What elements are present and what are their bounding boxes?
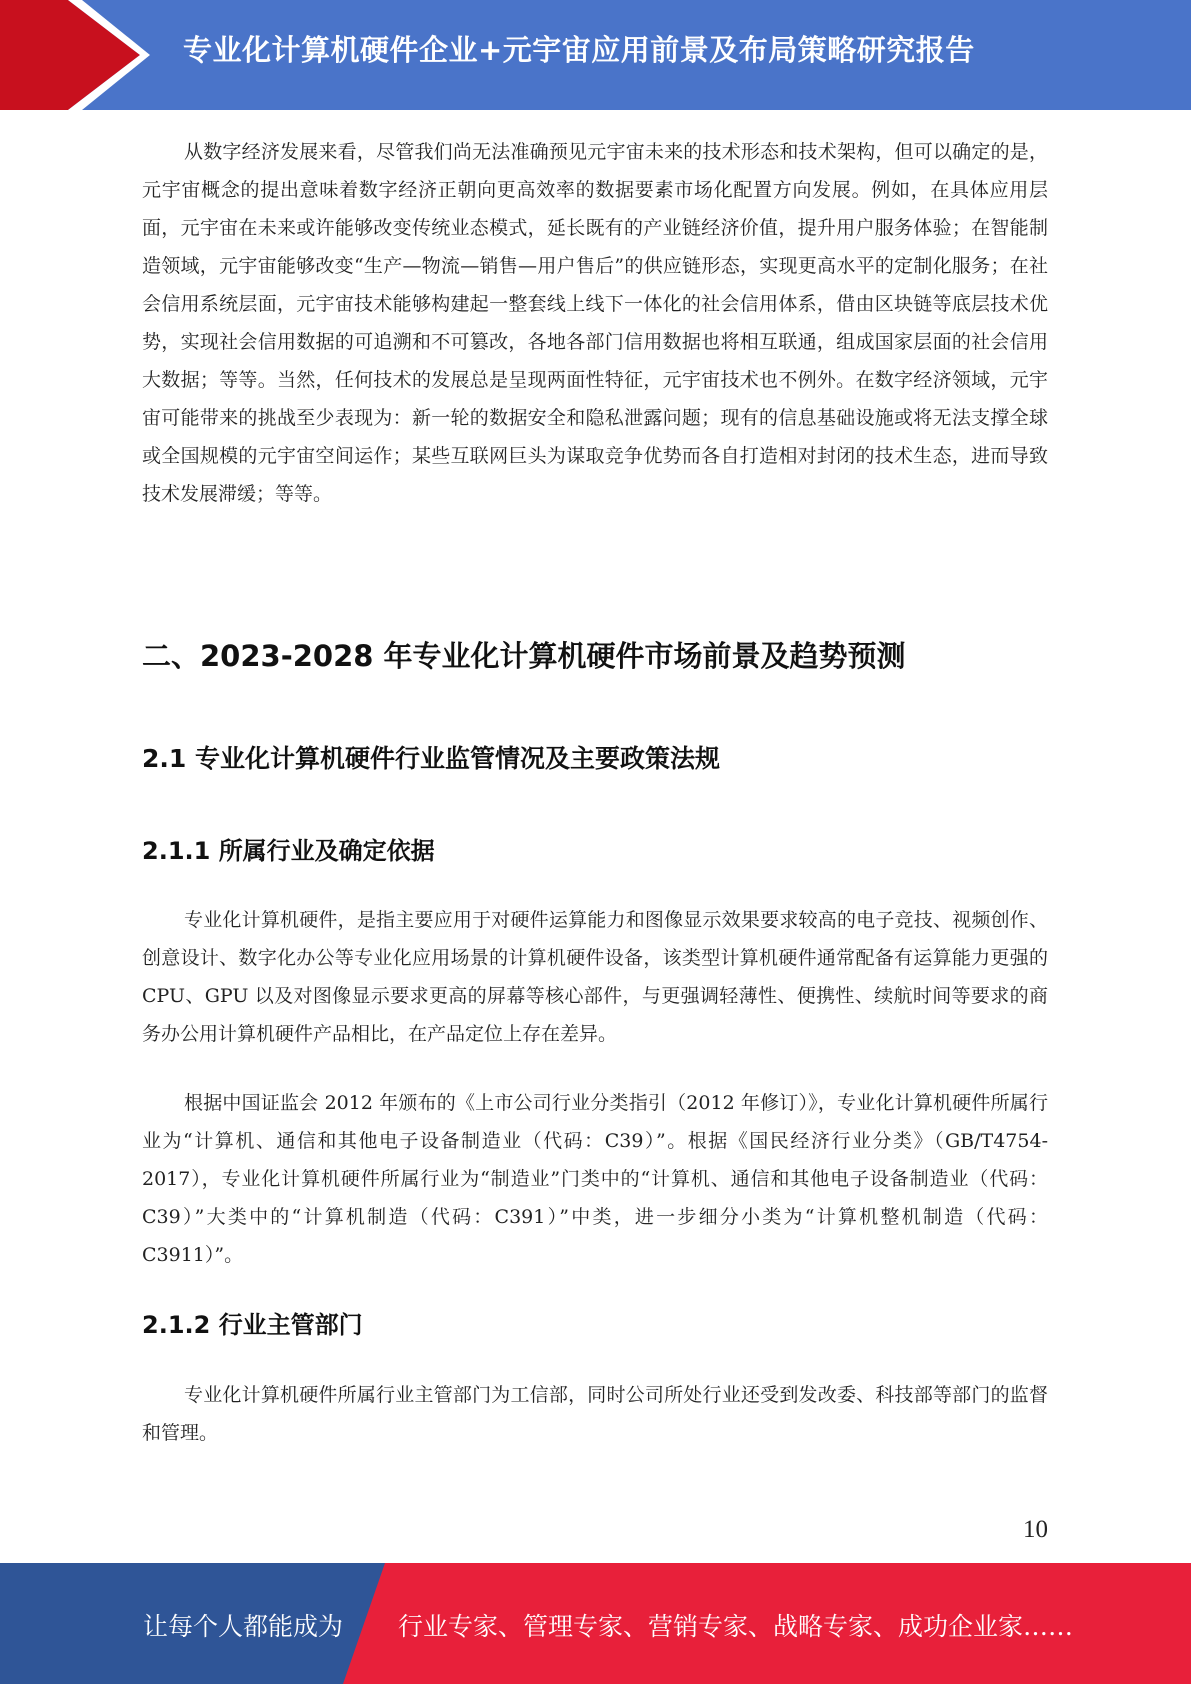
section-2-1-2-heading: 2.1.2 行业主管部门 — [142, 1311, 363, 1339]
intro-block — [142, 133, 1048, 513]
header-red-arrow-decoration — [0, 0, 150, 110]
footer-slogan-right: 行业专家、管理专家、营销专家、战略专家、成功企业家…… — [398, 1612, 1074, 1641]
page-number: 10 — [1023, 1516, 1048, 1543]
section-2-1-heading: 2.1 专业化计算机硬件行业监管情况及主要政策法规 — [142, 744, 720, 773]
report-title: 专业化计算机硬件企业+元宇宙应用前景及布局策略研究报告 — [183, 33, 975, 67]
page-header — [0, 0, 1191, 110]
section-2-1-1-heading: 2.1.1 所属行业及确定依据 — [142, 837, 435, 865]
section-2-1-2-block — [142, 1376, 1048, 1452]
page-footer — [0, 1563, 1191, 1684]
section-2-1-1-block-a — [142, 901, 1048, 1053]
paragraph-authority: 专业化计算机硬件所属行业主管部门为工信部，同时公司所处行业还受到发改委、科技部等部门的监督和管理。 — [142, 1384, 1048, 1444]
intro-paragraph: 从数字经济发展来看，尽管我们尚无法准确预见元宇宙未来的技术形态和技术架构，但可以确定的是，元宇宙概念的提出意味着数字经济正朝向更高效率的数据要素市场化配置方向发展。例如，在具体应用层面，元宇宙在未来或许能够改变传统业态模式，延长既有的产业链经济价值，提升用户服务体验；在智能制造领域，元宇宙能够改变“生产—物流—销售—用户售后”的供应链形态，实现更高水平的定制化服务；在社会信用系统层面，元宇宙技术能够构建起一整套线上线下一体化的社会信用体系，借由区块链等底层技术优势，实现社会信用数据的可追溯和不可篡改，各地各部门信用数据也将相互联通，组成国家层面的社会信用大数据；等等。当然，任何技术的发展总是呈现两面性特征，元宇宙技术也不例外。在数字经济领域，元宇宙可能带来的挑战至少表现为：新一轮的数据安全和隐私泄露问题；现有的信息基础设施或将无法支撑全球或全国规模的元宇宙空间运作；某些互联网巨头为谋取竞争优势而各自打造相对封闭的技术生态，进而导致技术发展滞缓；等等。 — [142, 141, 1048, 505]
section-2-1-1-block-b — [142, 1084, 1048, 1274]
paragraph-classification: 根据中国证监会 2012 年颁布的《上市公司行业分类指引（2012 年修订）》，专业化计算机硬件所属行业为“计算机、通信和其他电子设备制造业（代码：C39）”。根据《国民经济行业分类》（GB/T4754-2017），专业化计算机硬件所属行业为“制造业”门类中的“计算机、通信和其他电子设备制造业（代码：C39）”大类中的“计算机制造（代码：C391）”中类，进一步细分小类为“计算机整机制造（代码：C3911）”。 — [142, 1092, 1048, 1266]
paragraph-definition: 专业化计算机硬件，是指主要应用于对硬件运算能力和图像显示效果要求较高的电子竞技、视频创作、创意设计、数字化办公等专业化应用场景的计算机硬件设备，该类型计算机硬件通常配备有运算能力更强的 CPU、GPU 以及对图像显示要求更高的屏幕等核心部件，与更强调轻薄性、便携性、续航时间等要求的商务办公用计算机硬件产品相比，在产品定位上存在差异。 — [142, 909, 1048, 1045]
section-2-heading: 二、2023-2028 年专业化计算机硬件市场前景及趋势预测 — [142, 639, 906, 673]
footer-slogan-left: 让每个人都能成为 — [143, 1612, 344, 1641]
